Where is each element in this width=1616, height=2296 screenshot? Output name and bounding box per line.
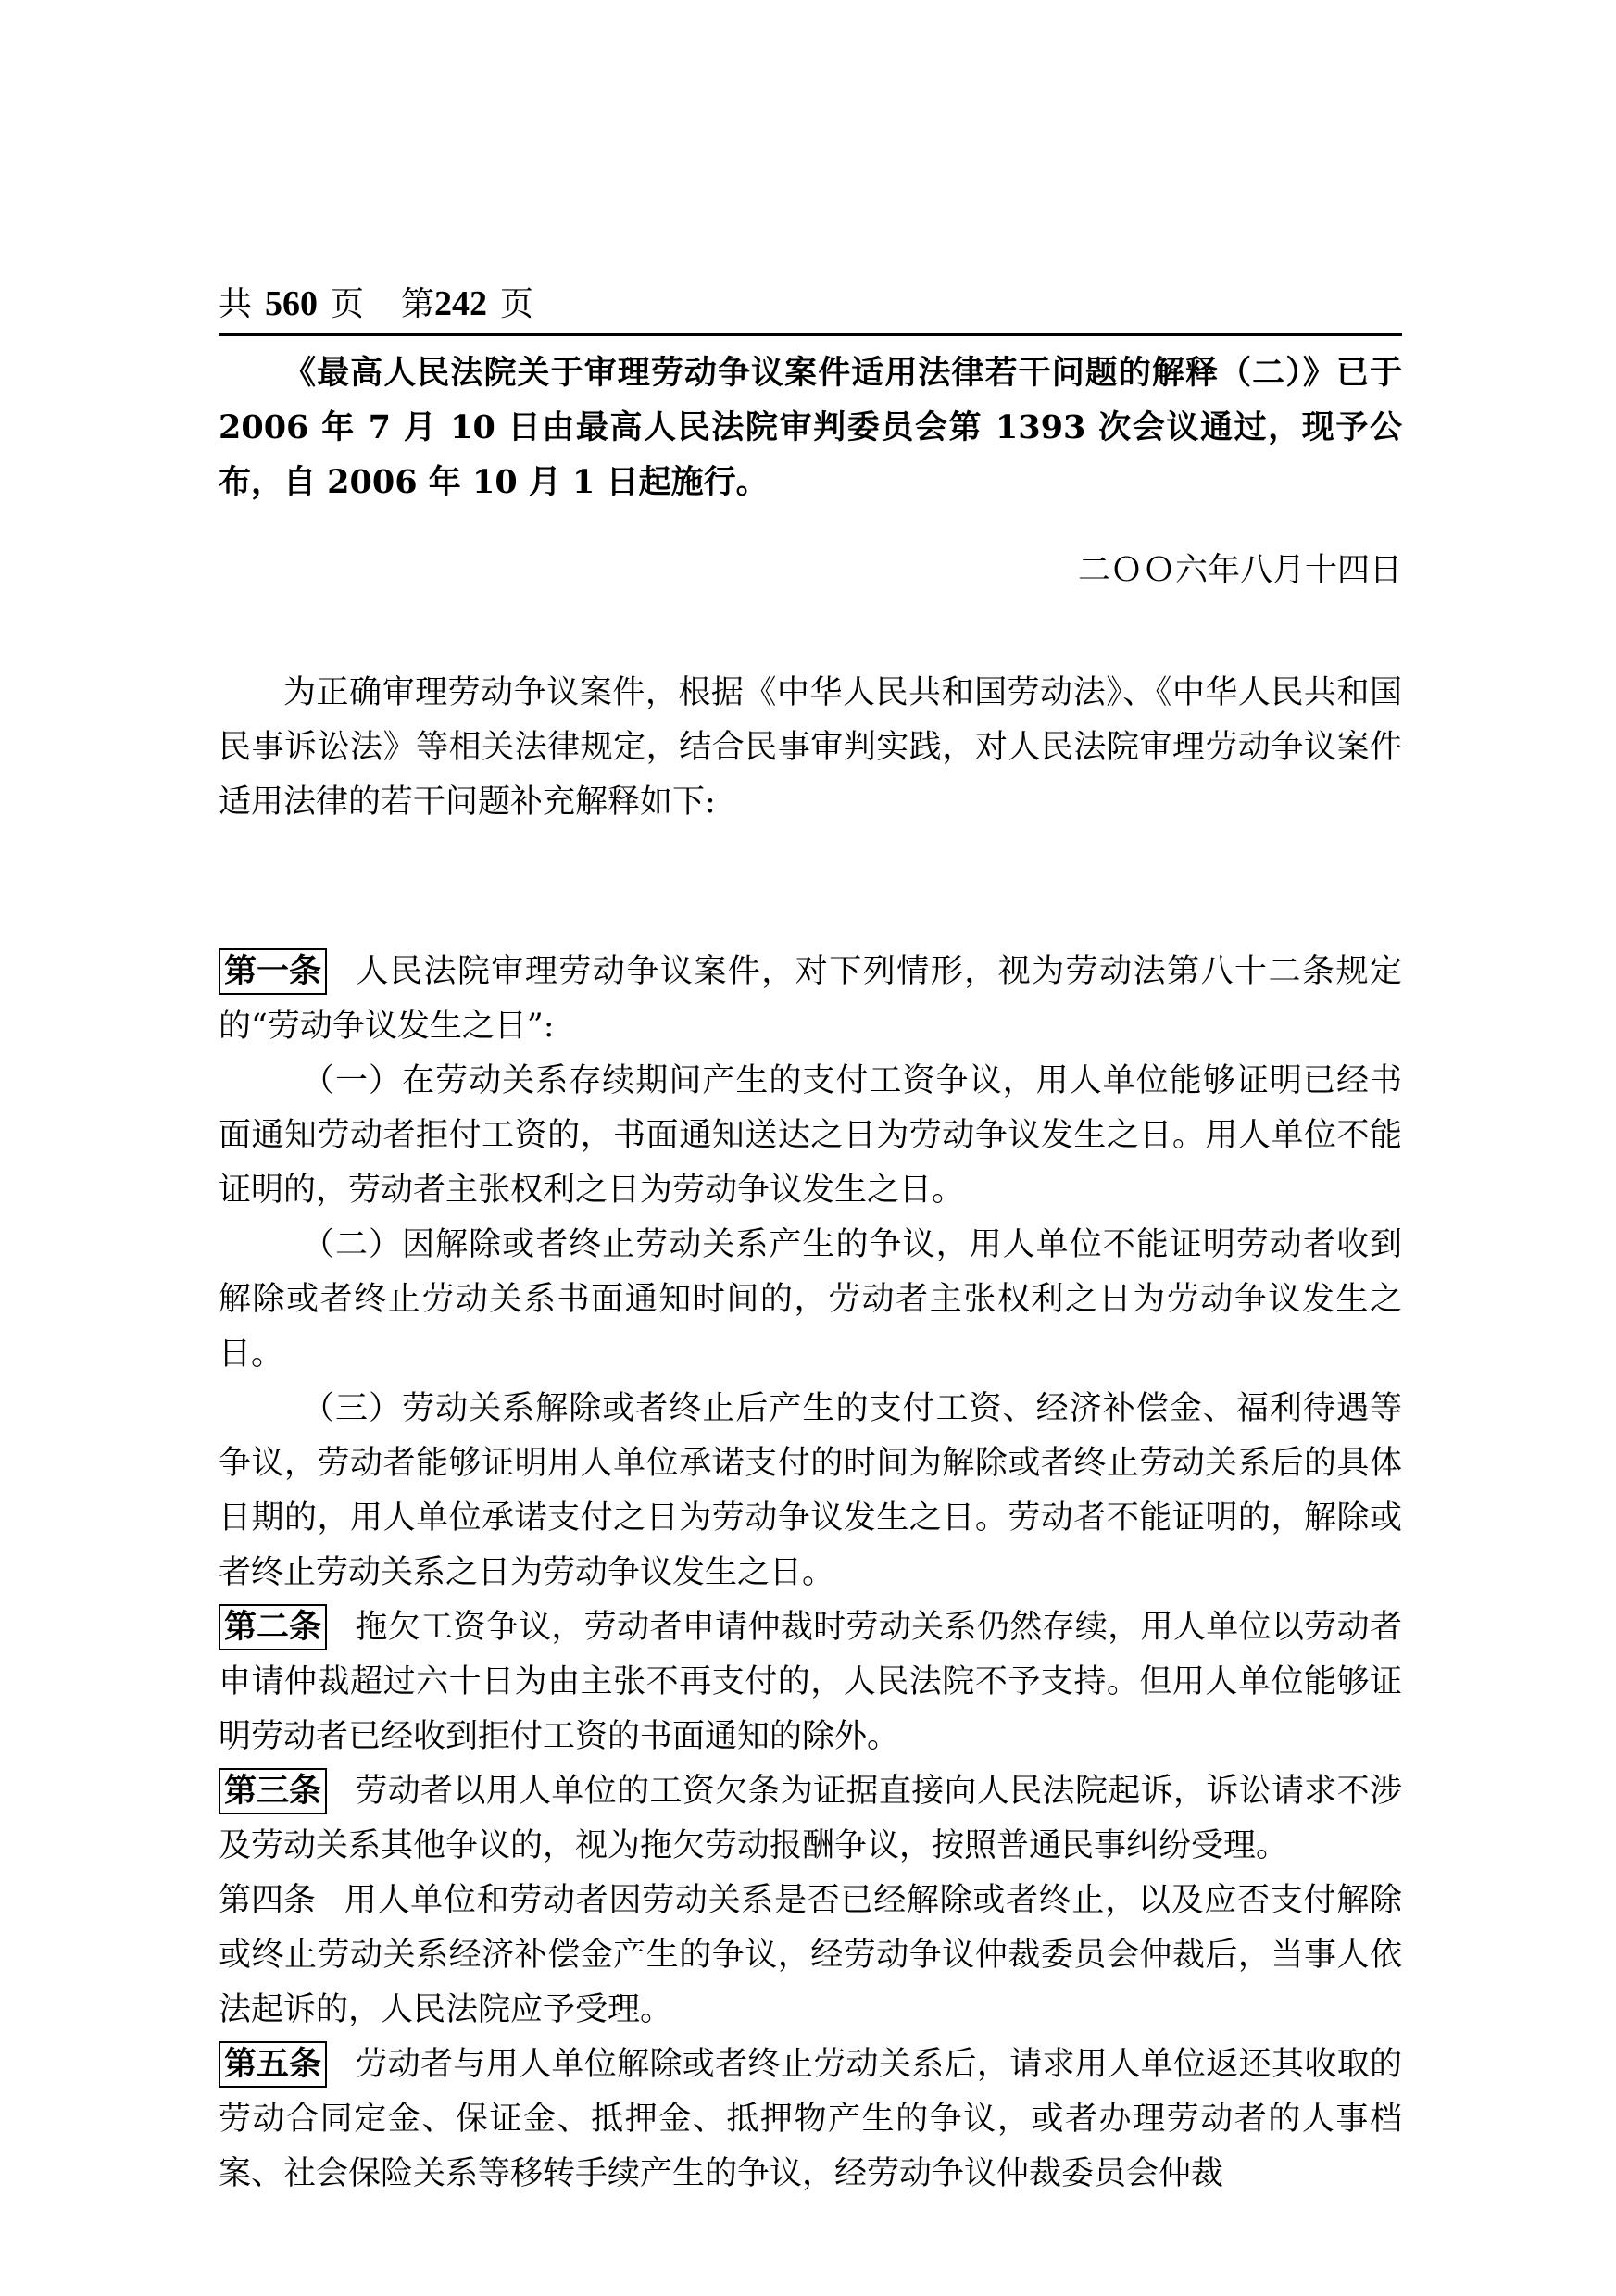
article-1-item-3: （三）劳动关系解除或者终止后产生的支付工资、经济补偿金、福利待遇等争议，劳动者能够证明用人单位承诺支付的时间为解除或者终止劳动关系后的具体日期的，用人单位承诺支付之日为劳动争议发生之日。劳动者不能证明的，解除或者终止劳动关系之日为劳动争议发生之日。	[219, 1390, 1402, 1591]
total-pages-count: 560	[265, 284, 319, 323]
article-5-text: 劳动者与用人单位解除或者终止劳动关系后，请求用人单位返还其收取的劳动合同定金、保证金、抵押金、抵押物产生的争议，或者办理劳动者的人事档案、社会保险关系等移转手续产生的争议，经劳动争议仲裁委员会仲裁	[219, 2046, 1402, 2192]
total-pages-unit: 页	[331, 285, 365, 323]
article-3-label: 第三条	[219, 1768, 327, 1814]
current-page-unit: 页	[500, 285, 534, 323]
article-3-text: 劳动者以用人单位的工资欠条为证据直接向人民法院起诉，诉讼请求不涉及劳动关系其他争议的，视为拖欠劳动报酬争议，按照普通民事纠纷受理。	[219, 1773, 1402, 1864]
article-4-label: 第四条	[219, 1882, 317, 1919]
article-4-text: 用人单位和劳动者因劳动关系是否已经解除或者终止，以及应否支付解除或终止劳动关系经济补偿金产生的争议，经劳动争议仲裁委员会仲裁后，当事人依法起诉的，人民法院应予受理。	[219, 1882, 1402, 2028]
article-5	[219, 2038, 1402, 2202]
article-1-item-1: （一）在劳动关系存续期间产生的支付工资争议，用人单位能够证明已经书面通知劳动者拒付工资的，书面通知送达之日为劳动争议发生之日。用人单位不能证明的，劳动者主张权利之日为劳动争议发生之日。	[219, 1062, 1402, 1209]
article-4	[219, 1874, 1402, 2038]
article-2	[219, 1600, 1402, 1764]
article-5-label: 第五条	[219, 2041, 327, 2088]
page-header	[219, 278, 1402, 336]
article-1-text: 人民法院审理劳动争议案件，对下列情形，视为劳动法第八十二条规定的“劳动争议发生之日”:	[219, 953, 1402, 1045]
article-1	[219, 945, 1402, 1054]
announcement-date: 二ＯＯ六年八月十四日	[1077, 552, 1402, 589]
article-3	[219, 1764, 1402, 1874]
article-1-item-2: （二）因解除或者终止劳动关系产生的争议，用人单位不能证明劳动者收到解除或者终止劳动关系书面通知时间的，劳动者主张权利之日为劳动争议发生之日。	[219, 1226, 1402, 1373]
article-2-text: 拖欠工资争议，劳动者申请仲裁时劳动关系仍然存续，用人单位以劳动者申请仲裁超过六十日为由主张不再支付的，人民法院不予支持。但用人单位能够证明劳动者已经收到拒付工资的书面通知的除外。	[219, 1609, 1402, 1755]
current-page-prefix: 第	[401, 285, 435, 323]
announcement-paragraph: 《最高人民法院关于审理劳动争议案件适用法律若干问题的解释（二）》已于 2006 年 7 月 10 日由最高人民法院审判委员会第 1393 次会议通过，现予公布，自 2006 年 10 月 1 日起施行。	[219, 354, 1402, 501]
preamble-paragraph: 为正确审理劳动争议案件，根据《中华人民共和国劳动法》、《中华人民共和国民事诉讼法》等相关法律规定，结合民事审判实践，对人民法院审理劳动争议案件适用法律的若干问题补充解释如下:	[219, 674, 1402, 821]
articles-section	[219, 945, 1402, 2202]
total-pages-prefix: 共	[219, 285, 253, 323]
document-page	[219, 278, 1402, 2202]
current-page-number: 242	[434, 284, 488, 323]
article-1-label: 第一条	[219, 948, 327, 995]
article-2-label: 第二条	[219, 1604, 327, 1650]
